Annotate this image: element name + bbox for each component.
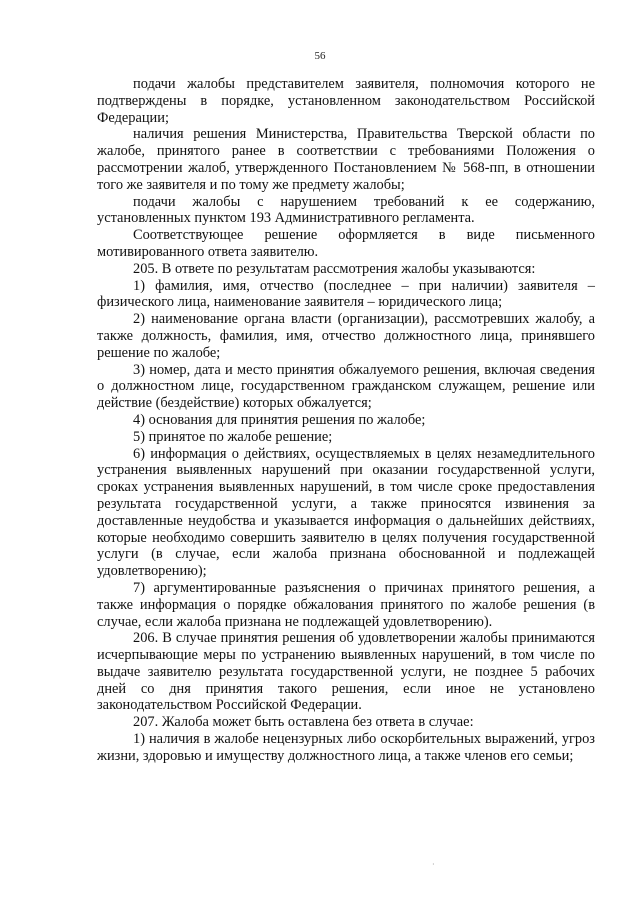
document-body: [97, 76, 595, 765]
paragraph: подачи жалобы с нарушением требований к ее содержанию, установленных пунктом 193 Административного регламента.: [97, 193, 595, 227]
paragraph-205: 205. В ответе по результатам рассмотрения жалобы указываются:: [133, 260, 536, 277]
list-item: 4) основания для принятия решения по жалобе;: [133, 411, 426, 428]
list-item: 7) аргументированные разъяснения о причинах принятого решения, а также информация о порядке обжалования принятого по жалобе решения (в случае, если жалоба признана не подлежащей удовлетворению).: [97, 579, 595, 630]
list-item: 6) информация о действиях, осуществляемых в целях незамедлительного устранения выявленных нарушений при оказании государственной услуги, сроках устранения выявленных нарушений, в том числе сроке предоставления результата государственной услуги, а также приносятся извинения за доставленные неудобства и указывается информация о дальнейших действиях, которые необходимо совершить заявителю в целях получения государственной услуги (в случае, если жалоба признана обоснованной и подлежащей удовлетворению);: [97, 445, 595, 580]
list-item: 1) наличия в жалобе нецензурных либо оскорбительных выражений, угроз жизни, здоровью и имуществу должностного лица, а также членов его семьи;: [97, 731, 595, 764]
paragraph: подачи жалобы представителем заявителя, полномочия которого не подтверждены в порядке, установленном законодательством Российской Федерации;: [97, 76, 595, 126]
list-item: 1) фамилия, имя, отчество (последнее – при наличии) заявителя – физического лица, наименование заявителя – юридического лица;: [97, 277, 595, 311]
list-item: 2) наименование органа власти (организации), рассмотревших жалобу, а также должность, фамилия, имя, отчество должностного лица, принявшего решение по жалобе;: [97, 311, 595, 361]
paragraph-206: 206. В случае принятия решения об удовлетворении жалобы принимаются исчерпывающие меры по устранению выявленных нарушений, в том числе по выдаче заявителю результата государственной услуги, не позднее 5 рабочих дней со дня принятия такого решения, если иное не установлено законодательством Российской Федерации.: [97, 630, 595, 714]
paragraph: наличия решения Министерства, Правительства Тверской области по жалобе, принятого ранее в соответствии с требованиями Положения о рассмотрении жалоб, утвержденного Постановлением № 568-пп, в отношении того же заявителя и по тому же предмету жалобы;: [97, 126, 595, 193]
paragraph: Соответствующее решение оформляется в виде письменного мотивированного ответа заявителю.: [97, 227, 595, 260]
list-item: 3) номер, дата и место принятия обжалуемого решения, включая сведения о должностном лице, государственном гражданском служащем, решение или действие (бездействие) которых обжалуется;: [97, 361, 595, 412]
scan-speck: ·: [432, 860, 435, 869]
paragraph-207: 207. Жалоба может быть оставлена без ответа в случае:: [133, 714, 474, 731]
list-item: 5) принятое по жалобе решение;: [133, 428, 333, 445]
page-number: 56: [314, 50, 326, 62]
